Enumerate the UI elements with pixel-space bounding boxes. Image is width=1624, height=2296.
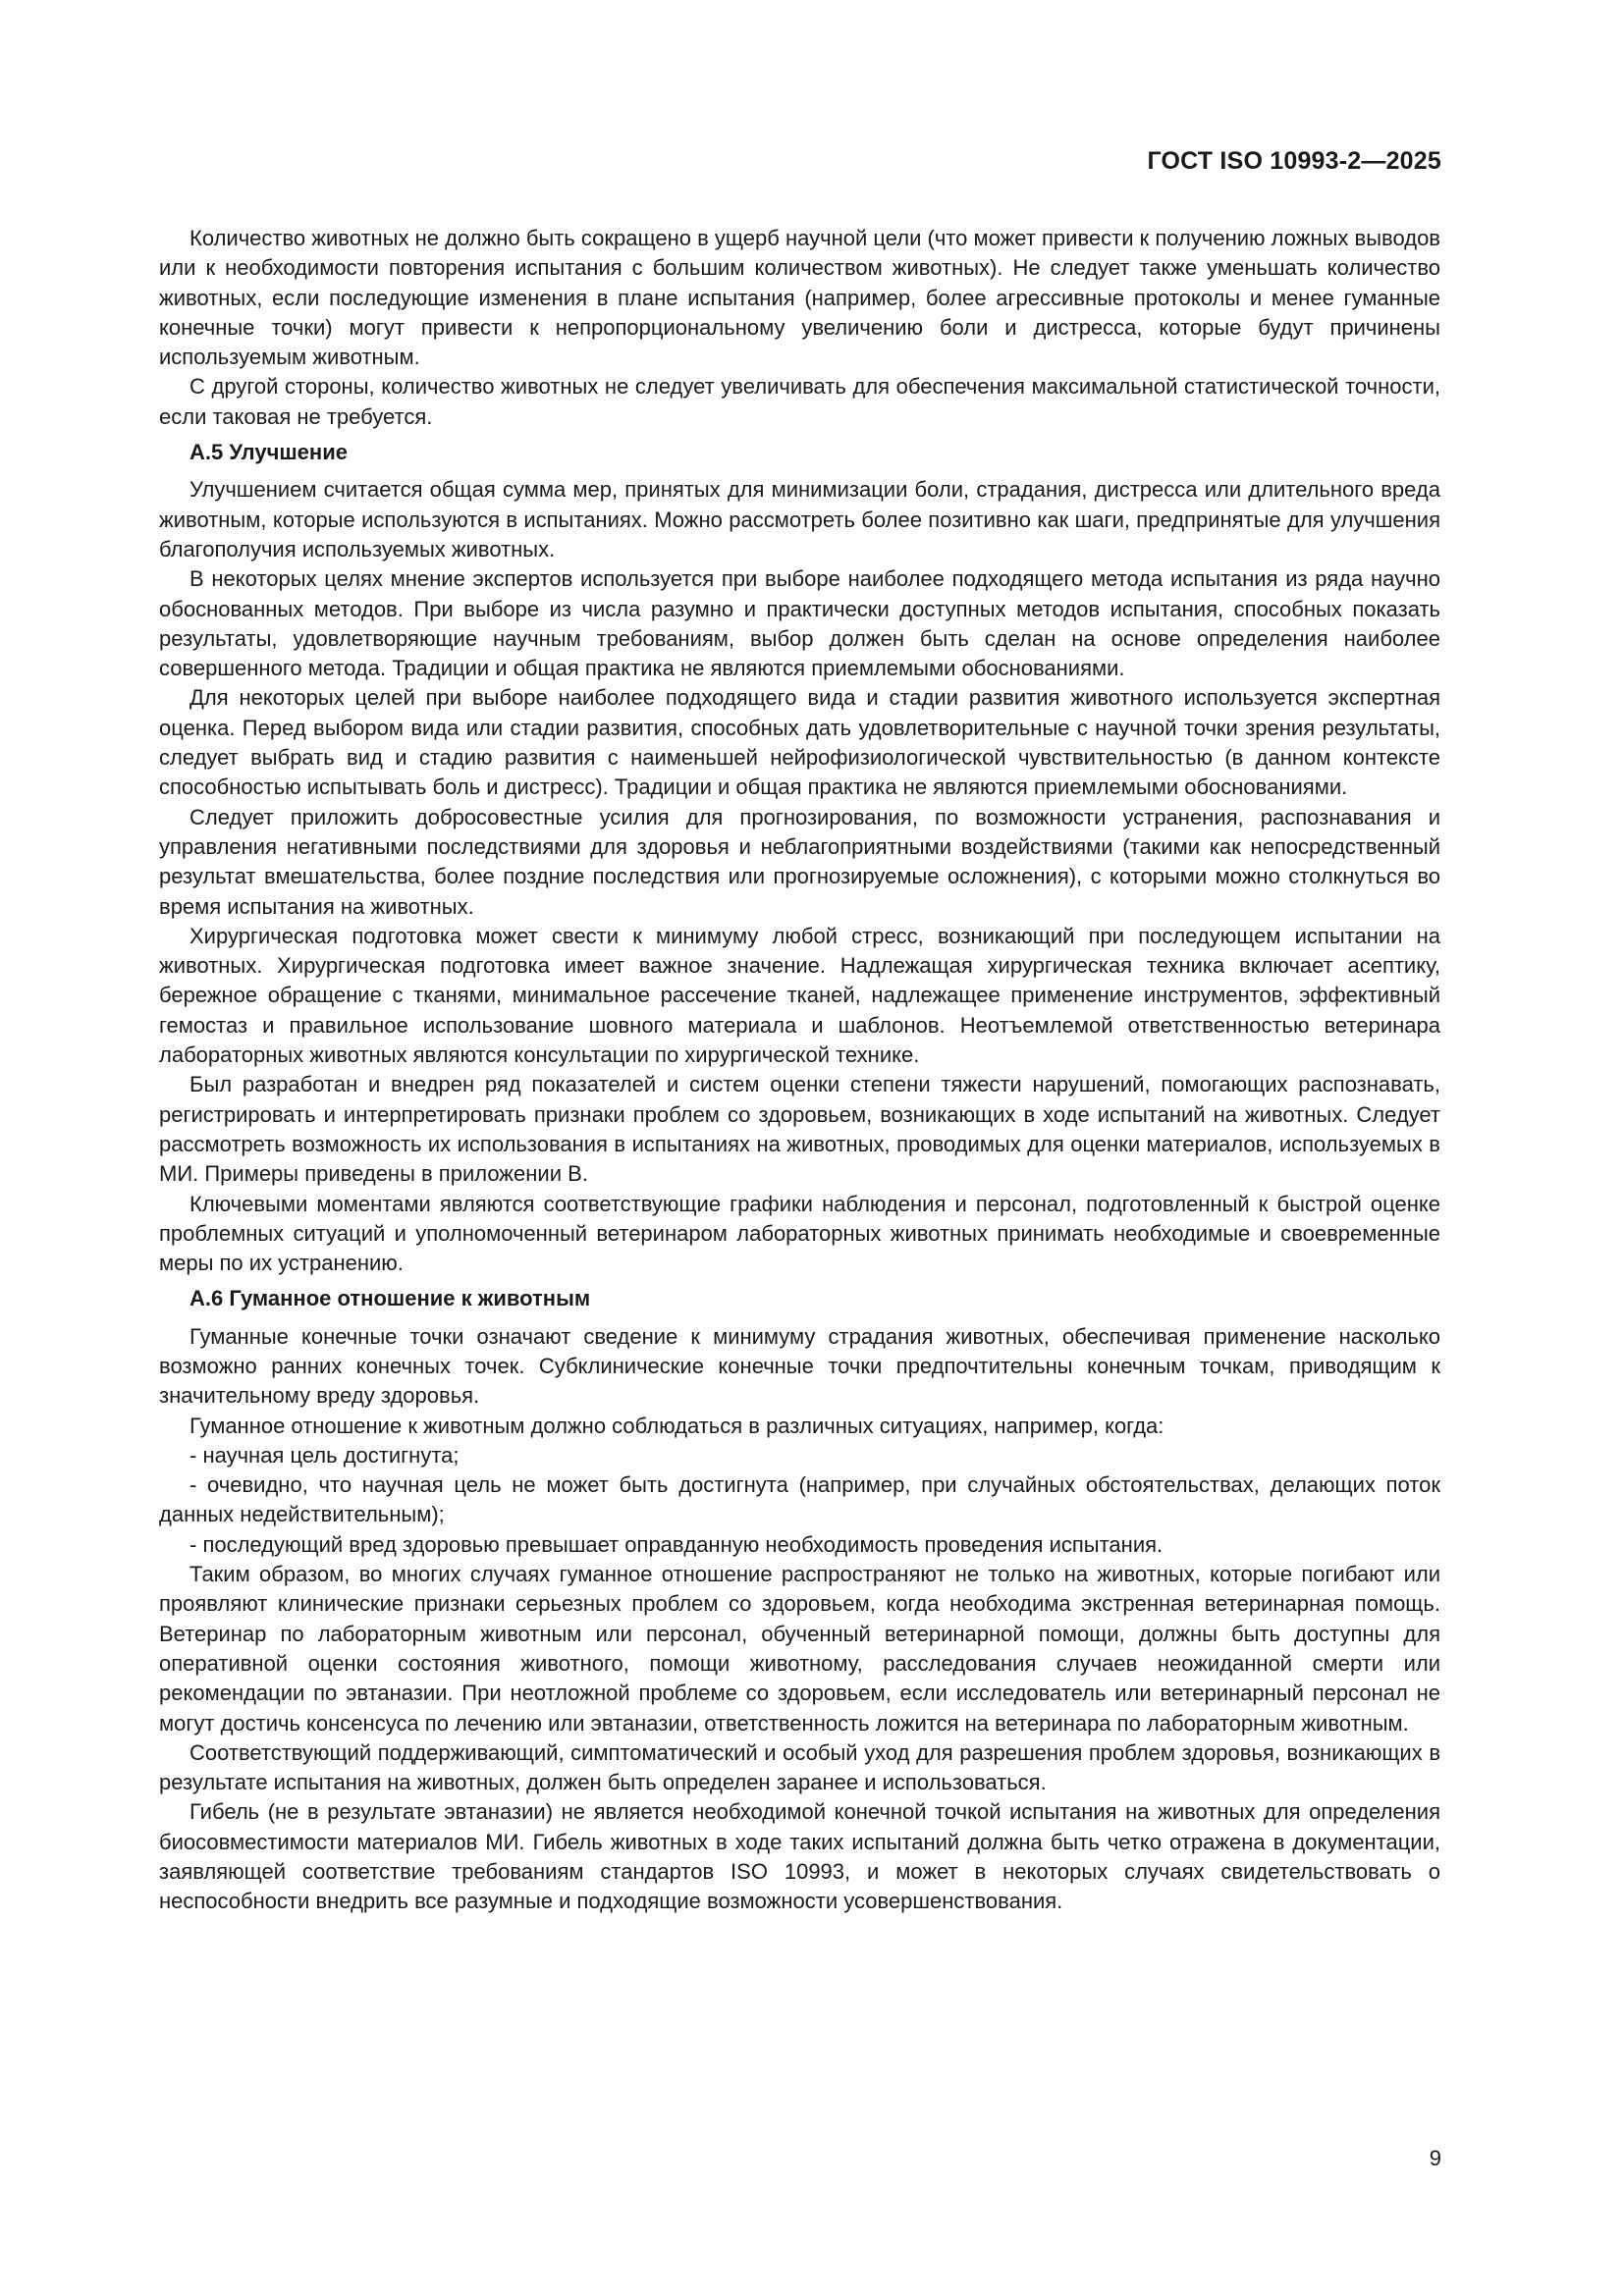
list-item: - научная цель достигнута; bbox=[189, 1442, 460, 1468]
list-item: - очевидно, что научная цель не может быть достигнута (например, при случайных обстоятельствах, делающих поток данных недействительным); bbox=[159, 1472, 1440, 1527]
paragraph: В некоторых целях мнение экспертов используется при выборе наиболее подходящего метода испытания из ряда научно обоснованных методов. При выборе из числа разумно и практически доступных методов испытания, способных показать результаты, удовлетворяющие научным требованиям, выбор должен быть сделан на основе определения наиболее совершенного метода. Традиции и общая практика не являются приемлемыми обоснованиями. bbox=[159, 566, 1440, 681]
paragraph: Для некоторых целей при выборе наиболее подходящего вида и стадии развития животного используется экспертная оценка. Перед выбором вида или стадии развития, способных дать удовлетворительные с научной точки зрения результаты, следует выбрать вид и стадию развития с наименьшей нейрофизиологической чувствительностью (в данном контексте способностью испытывать боль и дистресс). Традиции и общая практика не являются приемлемыми обоснованиями. bbox=[159, 685, 1440, 800]
paragraph: Следует приложить добросовестные усилия для прогнозирования, по возможности устранения, распознавания и управления негативными последствиями для здоровья и неблагоприятными воздействиями (такими как непосредственный результат вмешательства, более поздние последствия или прогнозируемые осложнения), с которыми можно столкнуться во время испытания на животных. bbox=[159, 804, 1440, 919]
list-item: - последующий вред здоровью превышает оправданную необходимость проведения испытания. bbox=[189, 1531, 1164, 1557]
paragraph: Хирургическая подготовка может свести к минимуму любой стресс, возникающий при последующем испытании на животных. Хирургическая подготовка имеет важное значение. Надлежащая хирургическая техника включает асептику, бережное обращение с тканями, минимальное рассечение тканей, надлежащее применение инструментов, эффективный гемостаз и правильное использование шовного материала и шаблонов. Неотъемлемой ответственностью ветеринара лабораторных животных являются консультации по хирургической технике. bbox=[159, 923, 1440, 1068]
document-code-header: ГОСТ ISO 10993-2—2025 bbox=[1147, 147, 1441, 175]
paragraph: Ключевыми моментами являются соответствующие графики наблюдения и персонал, подготовленный к быстрой оценке проблемных ситуаций и уполномоченный ветеринаром лабораторных животных принимать необходимые и своевременные меры по их устранению. bbox=[159, 1191, 1440, 1276]
paragraph: Гуманное отношение к животным должно соблюдаться в различных ситуациях, например, когда: bbox=[189, 1413, 1164, 1438]
section-heading-a5: А.5 Улучшение bbox=[189, 440, 348, 465]
paragraph: Таким образом, во многих случаях гуманное отношение распространяют не только на животных, которые погибают или проявляют клинические признаки серьезных проблем со здоровьем, когда необходима экстренная ветеринарная помощь. Ветеринар по лабораторным животным или персонал, обученный ветеринарной помощи, должны быть доступны для оперативной оценки состояния животного, помощи животному, расследования случаев неожиданной смерти или рекомендации по эвтаназии. При неотложной проблеме со здоровьем, если исследователь или ветеринарный персонал не могут достичь консенсуса по лечению или эвтаназии, ответственность ложится на ветеринара по лабораторным животным. bbox=[159, 1562, 1440, 1735]
page-number: 9 bbox=[1429, 2146, 1441, 2170]
paragraph: С другой стороны, количество животных не следует увеличивать для обеспечения максимальной статистической точности, если таковая не требуется. bbox=[159, 374, 1440, 429]
paragraph: Гибель (не в результате эвтаназии) не является необходимой конечной точкой испытания на животных для определения биосовместимости материалов МИ. Гибель животных в ходе таких испытаний должна быть четко отражена в документации, заявляющей соответствие требованиям стандартов ISO 10993, и может в некоторых случаях свидетельствовать о неспособности внедрить все разумные и подходящие возможности усовершенствования. bbox=[159, 1799, 1440, 1914]
section-heading-a6: А.6 Гуманное отношение к животным bbox=[189, 1286, 591, 1311]
paragraph: Был разработан и внедрен ряд показателей и систем оценки степени тяжести нарушений, помогающих распознавать, регистрировать и интерпретировать признаки проблем со здоровьем, возникающих в ходе испытаний на животных. Следует рассмотреть возможность их использования в испытаниях на животных, проводимых для оценки материалов, используемых в МИ. Примеры приведены в приложении В. bbox=[159, 1072, 1440, 1187]
paragraph: Гуманные конечные точки означают сведение к минимуму страдания животных, обеспечивая применение насколько возможно ранних конечных точек. Субклинические конечные точки предпочтительны конечным точкам, приводящим к значительному вреду здоровья. bbox=[159, 1323, 1440, 1409]
paragraph: Соответствующий поддерживающий, симптоматический и особый уход для разрешения проблем здоровья, возникающих в результате испытания на животных, должен быть определен заранее и использоваться. bbox=[159, 1739, 1440, 1795]
paragraph: Количество животных не должно быть сокращено в ущерб научной цели (что может привести к получению ложных выводов или к необходимости повторения испытания с большим количеством животных). Не следует также уменьшать количество животных, если последующие изменения в плане испытания (например, более агрессивные протоколы и менее гуманные конечные точки) могут привести к непропорциональному увеличению боли и дистресса, которые будут причинены используемым животным. bbox=[159, 226, 1440, 370]
paragraph: Улучшением считается общая сумма мер, принятых для минимизации боли, страдания, дистресса или длительного вреда животным, которые используются в испытаниях. Можно рассмотреть более позитивно как шаги, предпринятые для улучшения благополучия используемых животных. bbox=[159, 477, 1440, 561]
document-body bbox=[159, 224, 1440, 1917]
